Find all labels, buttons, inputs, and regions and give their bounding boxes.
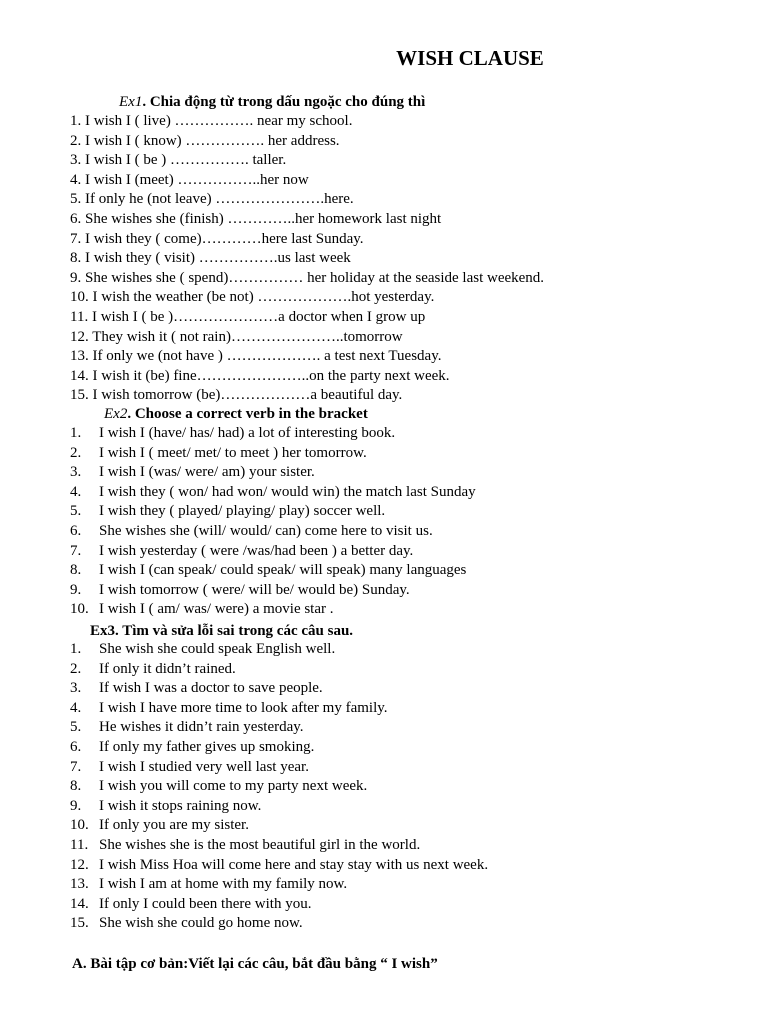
ex3-item bbox=[70, 660, 236, 678]
ex3-item-number: 7. bbox=[70, 758, 82, 775]
ex3-item-text: If wish I was a doctor to save people. bbox=[99, 680, 323, 697]
ex3-item-text: She wishes she is the most beautiful girl in the world. bbox=[99, 837, 421, 853]
ex3-item bbox=[70, 679, 323, 697]
ex2-item-number: 6. bbox=[70, 523, 82, 539]
ex3-item-text: I wish I have more time to look after my family. bbox=[99, 699, 388, 716]
ex2-item bbox=[70, 463, 315, 481]
ex3-item-number: 11. bbox=[70, 837, 89, 853]
ex2-item bbox=[70, 581, 410, 599]
ex3-item-text: If only you are my sister. bbox=[99, 817, 249, 834]
ex3-item-text: I wish Miss Hoa will come here and stay stay with us next week. bbox=[99, 856, 489, 873]
ex3-item bbox=[70, 797, 261, 815]
ex3-item-number: 6. bbox=[70, 739, 82, 755]
ex1-item: 11. I wish I ( be )…………………a doctor when I grow up bbox=[70, 309, 426, 325]
ex2-item-text: I wish I (have/ has/ had) a lot of interesting book. bbox=[99, 425, 396, 441]
ex3-item-number: 13. bbox=[70, 876, 89, 893]
section-a-heading: A. Bài tập cơ bản:Viết lại các câu, bắt đầu bằng “ I wish” bbox=[72, 956, 438, 972]
ex3-heading: Ex3. Tìm và sửa lỗi sai trong các câu sau. bbox=[90, 623, 354, 639]
ex2-item bbox=[70, 502, 385, 520]
ex3-item-text: I wish I am at home with my family now. bbox=[99, 876, 348, 893]
ex2-item bbox=[70, 542, 413, 560]
ex1-item: 8. I wish they ( visit) …………….us last week bbox=[70, 250, 351, 267]
ex3-item bbox=[70, 816, 249, 834]
ex1-item: 2. I wish I ( know) ……………. her address. bbox=[70, 132, 340, 149]
ex1-item: 14. I wish it (be) fine…………………..on the party next week. bbox=[70, 367, 450, 384]
ex3-item bbox=[70, 777, 367, 795]
ex3-item-text: If only my father gives up smoking. bbox=[99, 739, 315, 755]
ex2-item-number: 4. bbox=[70, 483, 82, 500]
ex1-item: 6. She wishes she (finish) …………..her homework last night bbox=[70, 211, 442, 227]
ex1-item: 13. If only we (not have ) ………………. a test next Tuesday. bbox=[70, 348, 442, 365]
ex3-item bbox=[70, 895, 311, 913]
ex2-item-number: 2. bbox=[70, 444, 82, 461]
ex2-instruction: . Choose a correct verb in the bracket bbox=[127, 406, 368, 422]
ex2-item bbox=[70, 600, 334, 618]
ex2-item bbox=[70, 424, 395, 442]
ex3-item-text: I wish you will come to my party next week. bbox=[99, 778, 368, 795]
ex1-item: 15. I wish tomorrow (be)………………a beautiful day. bbox=[70, 387, 403, 404]
ex2-item bbox=[70, 561, 466, 579]
ex2-item bbox=[70, 444, 367, 462]
ex3-item-text: I wish I studied very well last year. bbox=[99, 758, 309, 775]
ex1-item: 4. I wish I (meet) ……………..her now bbox=[70, 171, 309, 188]
ex1-item: 10. I wish the weather (be not) ……………….hot yesterday. bbox=[70, 289, 435, 306]
ex2-item-text: I wish I (was/ were/ am) your sister. bbox=[99, 464, 315, 481]
ex1-instruction: . Chia động từ trong dấu ngoặc cho đúng thì bbox=[142, 94, 426, 110]
ex2-item-text: I wish I (can speak/ could speak/ will speak) many languages bbox=[99, 562, 467, 579]
ex2-item-number: 3. bbox=[70, 464, 82, 481]
ex1-label: Ex1 bbox=[119, 94, 143, 110]
ex3-item-number: 5. bbox=[70, 719, 82, 736]
ex1-item: 3. I wish I ( be ) ……………. taller. bbox=[70, 152, 287, 169]
ex3-item-number: 2. bbox=[70, 660, 82, 677]
ex2-item-text: I wish I ( meet/ met/ to meet ) her tomorrow. bbox=[99, 444, 367, 461]
ex1-item: 9. She wishes she ( spend)…………… her holiday at the seaside last weekend. bbox=[70, 269, 545, 286]
ex2-item-text: I wish they ( won/ had won/ would win) the match last Sunday bbox=[99, 483, 476, 500]
ex2-item-text: She wishes she (will/ would/ can) come here to visit us. bbox=[99, 523, 433, 539]
ex2-item-text: I wish yesterday ( were /was/had been ) a better day. bbox=[99, 542, 414, 559]
ex2-item bbox=[70, 483, 476, 501]
ex3-item-text: She wish she could speak English well. bbox=[99, 641, 336, 657]
ex3-item bbox=[70, 856, 488, 874]
ex1-item: 7. I wish they ( come)…………here last Sunday. bbox=[70, 230, 364, 247]
ex3-item bbox=[70, 758, 309, 776]
ex3-item-text: I wish it stops raining now. bbox=[99, 797, 262, 814]
ex1-item: 5. If only he (not leave) ………………….here. bbox=[70, 191, 354, 208]
ex2-item-text: I wish tomorrow ( were/ will be/ would be) Sunday. bbox=[99, 581, 410, 598]
ex3-item-number: 10. bbox=[70, 817, 89, 834]
ex2-item-text: I wish I ( am/ was/ were) a movie star . bbox=[99, 601, 334, 618]
ex3-item-number: 12. bbox=[70, 856, 89, 873]
ex1-item: 1. I wish I ( live) ……………. near my school. bbox=[70, 113, 353, 129]
ex2-item-number: 8. bbox=[70, 562, 82, 579]
ex3-item-number: 8. bbox=[70, 778, 82, 795]
ex3-item bbox=[70, 738, 314, 756]
ex3-item-text: She wish she could go home now. bbox=[99, 915, 303, 932]
ex2-item bbox=[70, 522, 433, 540]
ex2-item-number: 5. bbox=[70, 503, 82, 520]
ex3-item bbox=[70, 699, 388, 717]
ex3-item-number: 14. bbox=[70, 895, 89, 912]
ex3-item bbox=[70, 914, 303, 932]
ex1-item: 12. They wish it ( not rain)…………………..tomorrow bbox=[70, 328, 403, 345]
ex2-label: Ex2 bbox=[104, 406, 128, 422]
ex2-item-text: I wish they ( played/ playing/ play) soccer well. bbox=[99, 503, 386, 520]
ex3-item-number: 15. bbox=[70, 915, 89, 932]
ex2-item-number: 1. bbox=[70, 425, 82, 441]
ex2-item-number: 7. bbox=[70, 542, 82, 559]
ex3-item bbox=[70, 640, 335, 658]
ex3-item-number: 9. bbox=[70, 797, 82, 814]
ex2-heading bbox=[104, 405, 368, 423]
page-title: WISH CLAUSE bbox=[396, 46, 544, 70]
ex3-item-text: If only it didn’t rained. bbox=[99, 660, 236, 677]
ex3-item-text: He wishes it didn’t rain yesterday. bbox=[99, 719, 304, 736]
ex3-item-number: 3. bbox=[70, 680, 82, 697]
ex3-item-number: 4. bbox=[70, 699, 82, 716]
ex1-heading bbox=[119, 93, 425, 111]
ex3-item-number: 1. bbox=[70, 641, 82, 657]
ex3-item bbox=[70, 875, 347, 893]
ex2-item-number: 9. bbox=[70, 581, 82, 598]
ex3-item bbox=[70, 718, 304, 736]
ex3-item-text: If only I could been there with you. bbox=[99, 895, 312, 912]
ex2-item-number: 10. bbox=[70, 601, 89, 618]
ex3-item bbox=[70, 836, 420, 854]
